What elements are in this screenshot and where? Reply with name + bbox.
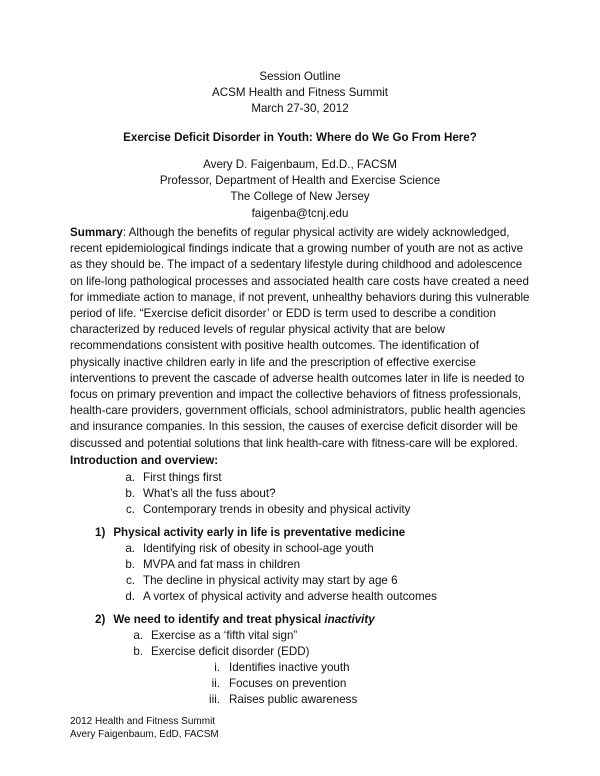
section-2-heading: 2) We need to identify and treat physical inactivity: [95, 613, 375, 626]
list-item: a. Exercise as a ‘fifth vital sign”: [133, 629, 298, 642]
document-title: Exercise Deficit Disorder in Youth: Where do We Go From Here?: [123, 131, 477, 144]
sub-list-item: i. Identifies inactive youth: [214, 661, 350, 674]
author-block: [0, 157, 600, 222]
list-item: d. A vortex of physical activity and adverse health outcomes: [125, 590, 437, 603]
intro-heading: Introduction and overview:: [70, 454, 219, 467]
author-institution: The College of New Jersey: [230, 190, 370, 204]
list-item: b. MVPA and fat mass in children: [125, 558, 301, 571]
list-item: a. Identifying risk of obesity in school-age youth: [125, 542, 374, 555]
list-item: b. Exercise deficit disorder (EDD): [133, 645, 310, 658]
header-line-1: Session Outline: [259, 70, 341, 83]
author-name: Avery D. Faigenbaum, Ed.D., FACSM: [203, 158, 397, 171]
list-item: c. The decline in physical activity may start by age 6: [125, 574, 398, 587]
list-item: c. Contemporary trends in obesity and physical activity: [125, 503, 411, 516]
section-2-emphasis: inactivity: [324, 613, 375, 626]
list-item: b. What’s all the fuss about?: [125, 487, 276, 500]
footer-line-1: 2012 Health and Fitness Summit: [70, 716, 216, 727]
list-item: a. First things first: [125, 471, 222, 484]
sub-list-item: iii. Raises public awareness: [209, 693, 358, 706]
section-1-heading: 1) Physical activity early in life is preventative medicine: [95, 526, 406, 539]
footer-line-2: Avery Faigenbaum, EdD, FACSM: [70, 728, 219, 740]
summary-label: Summary: [70, 226, 123, 239]
header-line-2: ACSM Health and Fitness Summit: [212, 86, 388, 100]
author-email: faigenba@tcnj.edu: [251, 206, 349, 220]
summary-text: : Although the benefits of regular physical activity are widely acknowledged, recent epidemiological findings indicate that a growing number of youth are not as active as they should be. The impact of a sedentary lifestyle during childhood and adolescence on life-long pathological processes and associated health care costs have created a need for immediate action to manage, if not prevent, unhealthy behaviors during this vulnerable period of life. “Exercise deficit disorder’ or EDD is term used to describe a condition characterized by reduced levels of regular physical activity that are below recommendations consistent with positive health outcomes. The identification of physically inactive children early in life and the prescription of effective exercise interventions to prevent the cascade of adverse health outcomes later in life is needed to focus on primary prevention and impact the collective behaviors of fitness professionals, health-care providers, government officials, school administrators, public health agencies and insurance companies. In this session, the causes of exercise deficit disorder will be discussed and potential solutions that link health-care with fitness-care will be explored.: [70, 226, 530, 450]
session-header: [0, 69, 600, 118]
summary-paragraph: [70, 225, 532, 452]
header-line-3: March 27-30, 2012: [251, 102, 349, 116]
author-position: Professor, Department of Health and Exercise Science: [159, 174, 441, 188]
sub-list-item: ii. Focuses on prevention: [211, 677, 347, 690]
page-footer: [70, 716, 219, 741]
